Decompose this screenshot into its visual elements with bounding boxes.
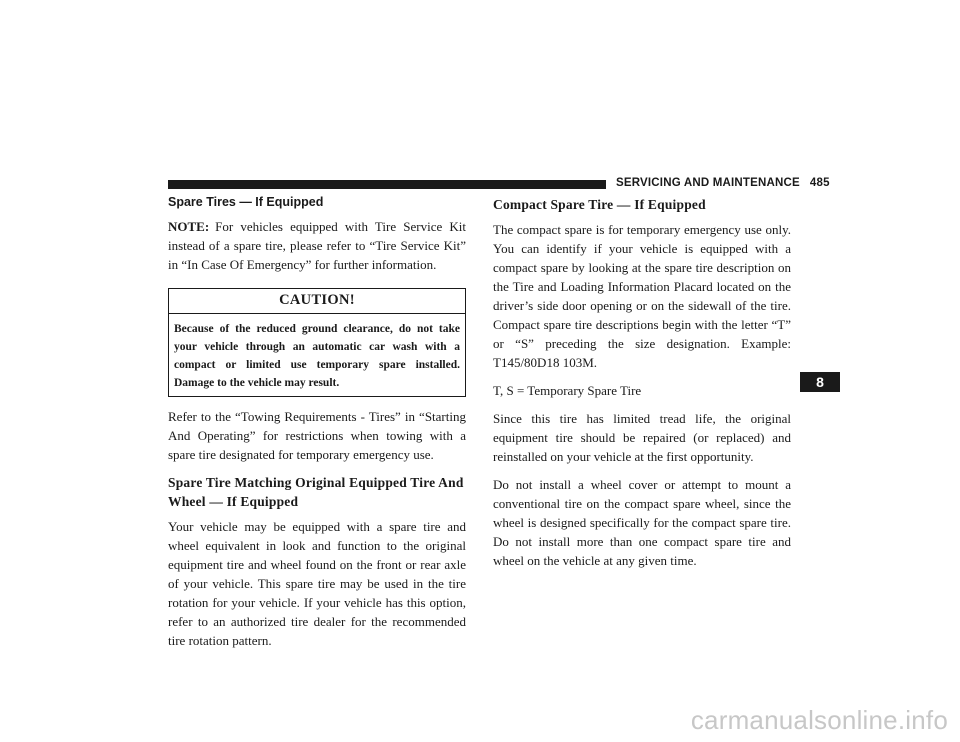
compact-paragraph-4: Do not install a wheel cover or attempt to mount a conventional tire on the compact spare wheel, since the wheel is designed specifically for the compact spare tire. Do not install more than one compact spare tire and wheel on the vehicle at any given time. [493,477,791,568]
caution-title: CAUTION! [169,289,465,314]
subsection-title-compact: Compact Spare Tire — If Equipped [493,197,706,212]
compact-paragraph-1: The compact spare is for temporary emergency use only. You can identify if your vehicle is equipped with a compact spare by looking at the spare tire description on the Tire and Loading Information Placard located on the driver’s side door opening or on the sidewall of the tire. Compact spare tire descriptions begin with the letter “T” or “S” preceding the size designation. Example: T145/80D18 103M. [493,222,791,370]
left-column [168,195,466,659]
note-text: For vehicles equipped with Tire Service Kit instead of a spare tire, please refer to “Tire Service Kit” in “In Case Of Emergency” for further information. [168,219,466,272]
right-column [493,195,791,579]
note-label: NOTE: [168,219,210,234]
chapter-tab: 8 [800,372,840,392]
section-title: Spare Tires — If Equipped [168,195,324,209]
caution-box [168,288,466,397]
caution-text: Because of the reduced ground clearance, do not take your vehicle through an automatic car wash with a compact or limited use temporary spare installed. Damage to the vehicle may result. [174,323,460,389]
note-paragraph [168,217,466,274]
page-number: 485 [809,177,830,189]
running-header [616,177,830,189]
towing-paragraph: Refer to the “Towing Requirements - Tires” in “Starting And Operating” for restrictions when towing with a spare tire designated for temporary emergency use. [168,409,466,462]
subsection-title-matching: Spare Tire Matching Original Equipped Tire And Wheel — If Equipped [168,475,464,509]
matching-paragraph: Your vehicle may be equipped with a spare tire and wheel equivalent in look and function to the original equipment tire and wheel found on the front or rear axle of your vehicle. This spare tire may be used in the tire rotation for your vehicle. If your vehicle has this option, refer to an authorized tire dealer for the recommended tire rotation pattern. [168,519,466,648]
compact-paragraph-3: Since this tire has limited tread life, the original equipment tire should be repaired (or replaced) and reinstalled on your vehicle at the first opportunity. [493,411,791,464]
header-rule [168,180,606,189]
header-title: SERVICING AND MAINTENANCE [616,177,800,189]
watermark: carmanualsonline.info [690,705,948,735]
compact-paragraph-2: T, S = Temporary Spare Tire [493,383,642,398]
